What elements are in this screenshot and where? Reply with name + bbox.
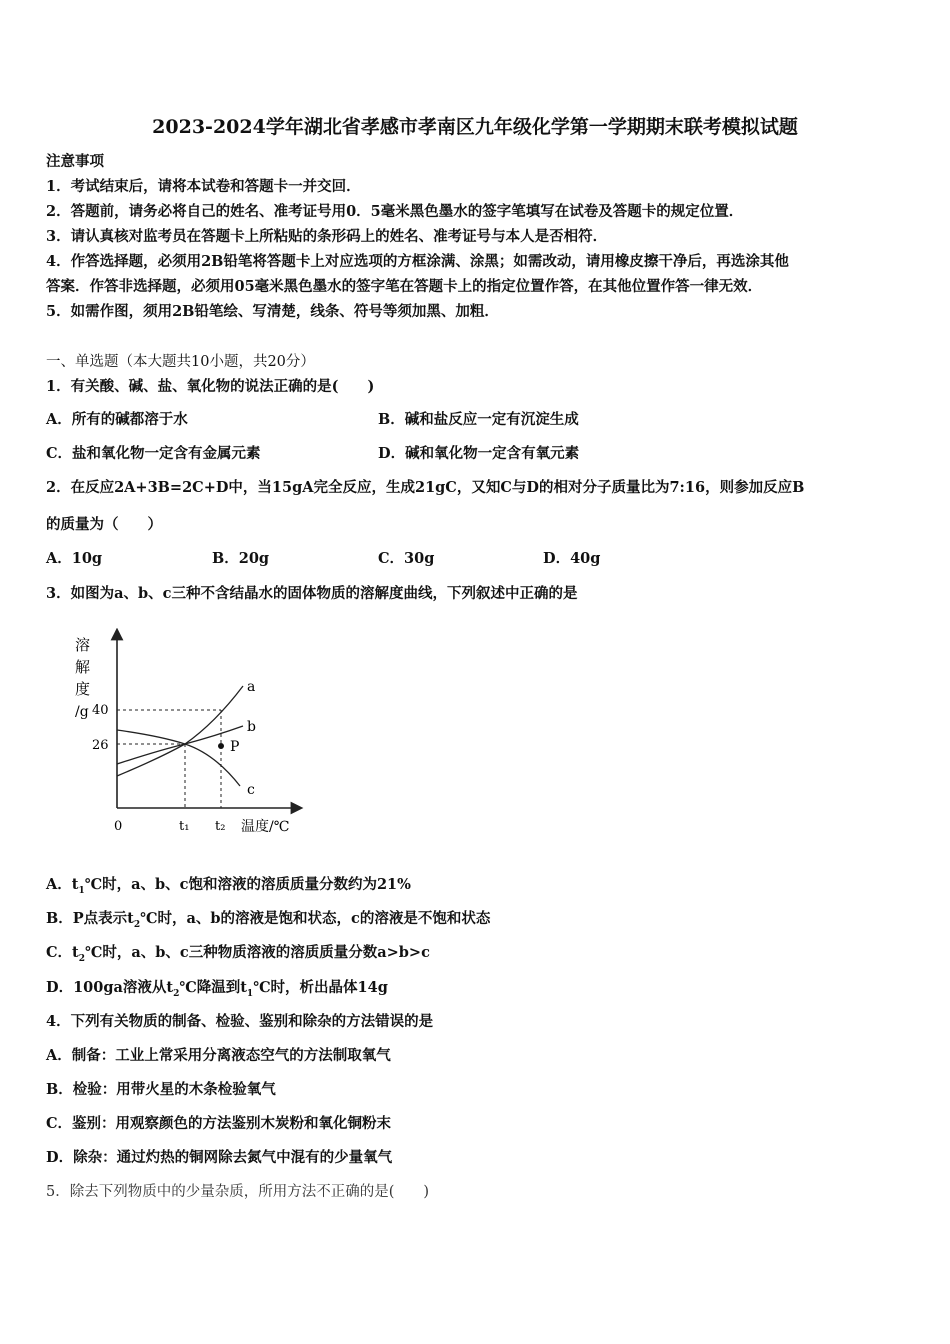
q1-stem: 1．有关酸、碱、盐、氧化物的说法正确的是( ) xyxy=(46,378,375,395)
q4-option-d: D．除杂：通过灼热的铜网除去氮气中混有的少量氧气 xyxy=(46,1149,393,1166)
q3-option-a: A．$t_1℃$时，a、b、c饱和溶液的溶质质量分数约为21% xyxy=(46,876,411,896)
ylabel-char: 度 xyxy=(75,680,91,698)
y-tick-26: 26 xyxy=(92,738,109,753)
curve-a xyxy=(117,686,243,764)
q4-option-a: A．制备：工业上常采用分离液态空气的方法制取氧气 xyxy=(46,1047,391,1064)
q1-option-a: A．所有的碱都溶于水 xyxy=(46,411,188,428)
q2-option-d: D．40g xyxy=(543,550,601,567)
q2-option-a: A．10g xyxy=(46,550,103,567)
page-title: 2023-2024学年湖北省孝感市孝南区九年级化学第一学期期末联考模拟试题 xyxy=(152,116,798,138)
q1-option-b: B．碱和盐反应一定有沉淀生成 xyxy=(378,411,579,428)
q4-stem: 4．下列有关物质的制备、检验、鉴别和除杂的方法错误的是 xyxy=(46,1013,434,1030)
solubility-chart xyxy=(65,628,305,838)
point-p-label: P xyxy=(230,739,240,755)
q2-option-c: C．30g xyxy=(378,550,435,567)
notice-item: 2．答题前，请务必将自己的姓名、准考证号用0．5毫米黑色墨水的签字笔填写在试卷及答题卡的规定位置． xyxy=(46,203,744,220)
series-label-a: a xyxy=(247,679,256,695)
q1-option-c: C．盐和氧化物一定含有金属元素 xyxy=(46,445,261,462)
q3-option-c: C．$t_2℃$时，a、b、c三种物质溶液的溶质质量分数a>b>c xyxy=(46,944,430,964)
ylabel-char: 溶 xyxy=(75,636,91,654)
series-label-c: c xyxy=(247,782,255,798)
notice-heading: 注意事项 xyxy=(46,153,104,170)
notice-item: 1．考试结束后，请将本试卷和答题卡一并交回． xyxy=(46,178,361,195)
series-label-b: b xyxy=(247,719,256,735)
q2-option-b: B．20g xyxy=(212,550,270,567)
q3-option-b: B．P点表示$t_2℃$时，a、b的溶液是饱和状态，c的溶液是不饱和状态 xyxy=(46,910,491,930)
notice-item: 答案．作答非选择题，必须用05毫米黑色墨水的签字笔在答题卡上的指定位置作答，在其他位置作答一律无效． xyxy=(46,278,763,295)
notice-item: 4．作答选择题，必须用2B铅笔将答题卡上对应选项的方框涂满、涂黑；如需改动，请用橡皮擦干净后，再选涂其他 xyxy=(46,253,789,270)
origin-label: 0 xyxy=(114,819,123,834)
x-tick-t1: t₁ xyxy=(179,819,190,834)
notice-item: 5．如需作图，须用2B铅笔绘、写清楚，线条、符号等须加黑、加粗． xyxy=(46,303,499,320)
q1-option-d: D．碱和氧化物一定含有氧元素 xyxy=(378,445,580,462)
y-tick-40: 40 xyxy=(92,703,109,718)
q5-stem: 5．除去下列物质中的少量杂质，所用方法不正确的是( ) xyxy=(46,1184,430,1200)
q2-stem-line1: 2．在反应2A+3B=2C+D中，当15gA完全反应，生成21gC，又知C与D的相对分子质量比为7:16，则参加反应B xyxy=(46,479,805,496)
section-heading: 一、单选题（本大题共10小题，共20分） xyxy=(46,354,315,370)
point-p xyxy=(218,743,224,749)
notice-item: 3．请认真核对监考员在答题卡上所粘贴的条形码上的姓名、准考证号与本人是否相符． xyxy=(46,228,608,245)
q3-stem: 3．如图为a、b、c三种不含结晶水的固体物质的溶解度曲线，下列叙述中正确的是 xyxy=(46,585,578,602)
x-axis-label: 温度/℃ xyxy=(241,819,290,835)
q4-option-c: C．鉴别：用观察颜色的方法鉴别木炭粉和氧化铜粉末 xyxy=(46,1115,392,1132)
q3-option-d: D．100ga溶液从$t_2℃$降温到$t_1℃$时，析出晶体14g xyxy=(46,979,388,999)
q4-option-b: B．检验：用带火星的木条检验氧气 xyxy=(46,1081,276,1098)
q2-stem-line2: 的质量为（ ） xyxy=(46,516,162,533)
ylabel-char: /g xyxy=(75,704,89,720)
ylabel-char: 解 xyxy=(75,658,91,676)
x-tick-t2: t₂ xyxy=(215,819,226,834)
